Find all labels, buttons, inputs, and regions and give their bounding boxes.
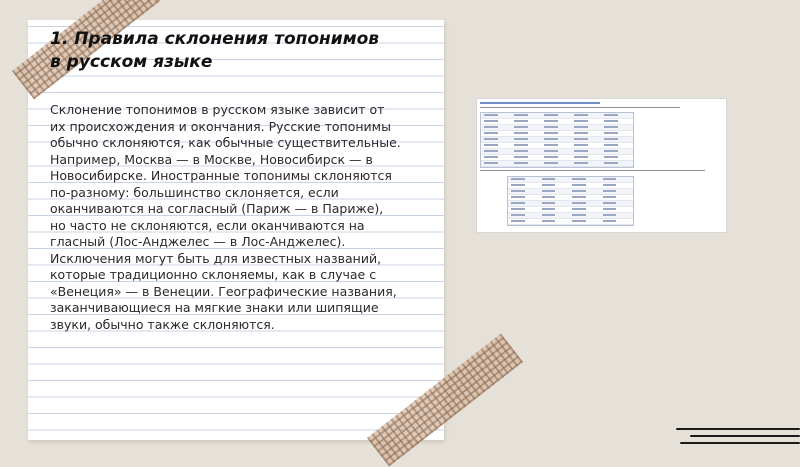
thumb-table-cell (572, 208, 586, 210)
thumb-table-cell (574, 126, 588, 128)
thumb-table-cell (572, 184, 586, 186)
thumb-table-cell (544, 114, 558, 116)
thumb-table-cell (484, 156, 498, 158)
thumb-table-cell (603, 202, 617, 204)
thumb-table-cell (603, 214, 617, 216)
thumb-table-cell (574, 162, 588, 164)
thumb-table-cell (544, 126, 558, 128)
thumb-table-cell (514, 150, 528, 152)
thumb-table-cell (572, 178, 586, 180)
thumb-table-cell (604, 138, 618, 140)
thumb-table-cell (604, 150, 618, 152)
thumb-table-cell (604, 162, 618, 164)
thumb-table-cell (542, 220, 556, 222)
thumb-table-cell (484, 162, 498, 164)
thumb-table-cell (604, 156, 618, 158)
thumb-table-cell (484, 138, 498, 140)
thumb-table-cell (544, 156, 558, 158)
thumb-table-cell (484, 114, 498, 116)
thumb-table-cell (514, 144, 528, 146)
thumb-table-cell (542, 202, 556, 204)
thumb-table-cell (572, 202, 586, 204)
thumb-table-cell (574, 114, 588, 116)
thumb-table-cell (484, 120, 498, 122)
thumb-table-cell (572, 220, 586, 222)
declension-table-image (476, 98, 727, 233)
thumb-table-cell (603, 184, 617, 186)
thumb-table-cell (542, 196, 556, 198)
thumb-table-cell (604, 120, 618, 122)
thumb-table-cell (544, 150, 558, 152)
thumb-table-cell (572, 214, 586, 216)
thumb-table-cell (542, 178, 556, 180)
thumb-table-cell (572, 190, 586, 192)
thumb-table-cell (484, 132, 498, 134)
slide-body-text: Склонение топонимов в русском языке зависит от их происхождения и окончания. Русские топонимы обычно склоняются, как обычные существительные. Например, Москва — в Москве, Новосибирск — в Новосибирске. Иностранные топонимы склоняются по-разному: большинство склоняется, если оканчиваются на согласный (Париж — в Париже), но часто не склоняются, если оканчиваются на гласный (Лос-Анджелес — в Лос-Анджелес). Исключения могут быть для известных названий, которые традиционно склоняемы, как в случае с «Венеция» — в Венеции. Географические названия, заканчивающиеся на мягкие знаки или шипящие звуки, обычно также склоняются. (50, 102, 401, 332)
thumb-table-row (481, 161, 633, 167)
thumb-table-cell (511, 178, 525, 180)
thumb-table-cell (514, 132, 528, 134)
thumb-table-cell (511, 214, 525, 216)
slide-title: 1. Правила склонения топонимов в русском языке (50, 29, 380, 72)
decorative-lines (676, 428, 800, 450)
thumb-table-cell (511, 208, 525, 210)
thumb-table-cell (603, 196, 617, 198)
thumb-table-cell (511, 202, 525, 204)
thumb-table-cell (511, 196, 525, 198)
thumb-table-cell (604, 132, 618, 134)
thumb-table-cell (572, 196, 586, 198)
thumb-table-cell (514, 138, 528, 140)
thumb-table-cell (514, 126, 528, 128)
thumb-table-cell (514, 114, 528, 116)
thumb-table-cell (544, 138, 558, 140)
thumb-table-cell (484, 150, 498, 152)
thumb-table-cell (574, 120, 588, 122)
thumb-table-cell (574, 138, 588, 140)
thumb-table-cell (574, 144, 588, 146)
thumb-table-cell (544, 120, 558, 122)
thumb-table-cell (514, 156, 528, 158)
thumb-table-cell (514, 162, 528, 164)
thumb-table-cell (511, 184, 525, 186)
thumb-table-cell (542, 184, 556, 186)
thumb-table-cell (574, 150, 588, 152)
thumb-table-cell (542, 214, 556, 216)
thumb-table-cell (511, 190, 525, 192)
thumb-table-cell (604, 144, 618, 146)
thumb-table-cell (544, 132, 558, 134)
thumb-table-cell (511, 220, 525, 222)
thumb-table-cell (542, 208, 556, 210)
thumb-table-cell (603, 190, 617, 192)
thumb-table-cell (603, 208, 617, 210)
thumb-table-cell (514, 120, 528, 122)
thumb-table-cell (604, 126, 618, 128)
thumb-table-cell (604, 114, 618, 116)
thumb-table-cell (603, 220, 617, 222)
thumb-table-cell (544, 144, 558, 146)
thumb-table-cell (544, 162, 558, 164)
thumb-table-row (508, 219, 633, 225)
thumb-table-cell (603, 178, 617, 180)
thumb-table-cell (574, 132, 588, 134)
thumb-table-cell (542, 190, 556, 192)
thumb-table-cell (574, 156, 588, 158)
thumb-table-cell (484, 144, 498, 146)
thumb-table-cell (484, 126, 498, 128)
